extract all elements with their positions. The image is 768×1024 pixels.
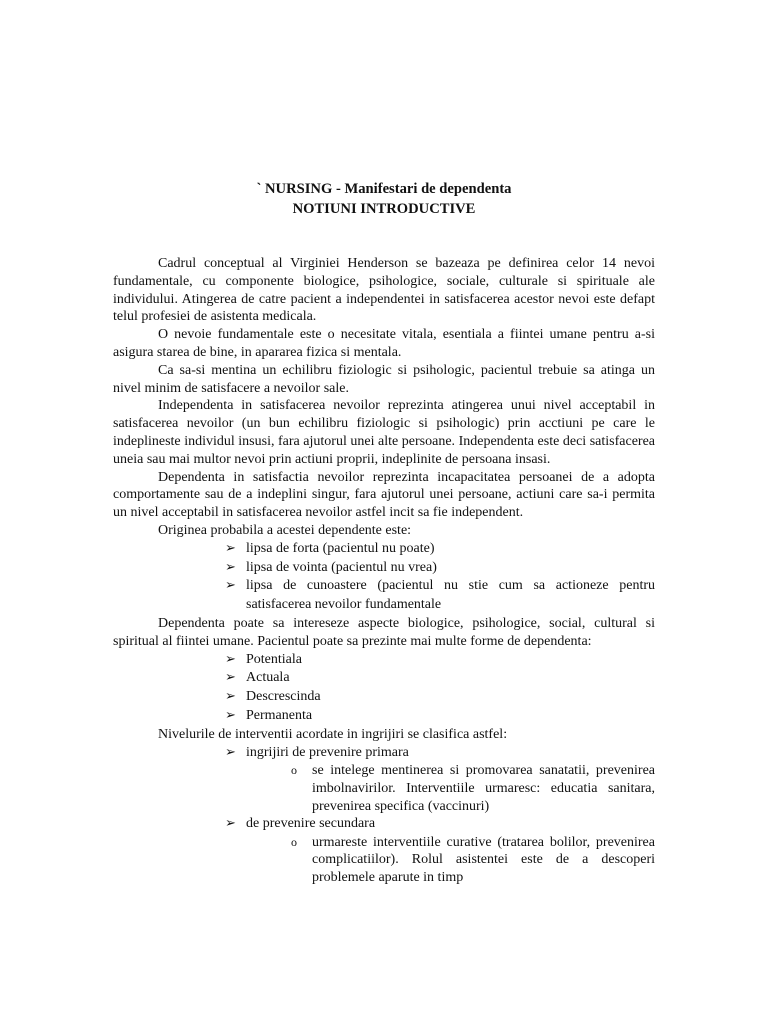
paragraph: Dependenta poate sa intereseze aspecte biologice, psihologice, social, cultural si spiritual al fiintei umane. Pacientul poate sa prezinte mai multe forme de dependenta: <box>113 615 655 649</box>
paragraph: Cadrul conceptual al Virginiei Henderson se bazeaza pe definirea celor 14 nevoi fundamentale, cu componente biologice, psihologice, sociale, culturale si spirituale ale individului. Atingerea de catre pacient a independentei in satisfacerea acestor nevoi este defapt telul profesiei de asistenta medicala. <box>113 256 655 325</box>
arrow-bullet-icon: ➢ <box>225 651 236 667</box>
list-item <box>225 651 655 670</box>
document-subtitle: NOTIUNI INTRODUCTIVE <box>292 201 476 217</box>
list-item <box>225 744 655 816</box>
list-item-text: Descrescinda <box>246 689 321 705</box>
list-item-text: lipsa de vointa (pacientul nu vrea) <box>246 559 437 575</box>
sub-list <box>246 762 655 815</box>
list-item <box>225 577 655 615</box>
document-body <box>113 255 655 887</box>
arrow-bullet-icon: ➢ <box>225 707 236 723</box>
list-item <box>225 707 655 726</box>
list-item-text: Actuala <box>246 670 290 686</box>
circle-bullet-icon: o <box>291 763 297 778</box>
arrow-bullet-icon: ➢ <box>225 816 236 832</box>
list-item <box>225 559 655 578</box>
circle-bullet-icon: o <box>291 834 297 849</box>
paragraph: Ca sa-si mentina un echilibru fiziologic si psihologic, pacientul trebuie sa atinga un nivel minim de satisfacere a nevoilor sale. <box>113 362 655 396</box>
sub-list-item <box>291 762 655 815</box>
origin-list <box>113 540 655 615</box>
paragraph: Nivelurile de interventii acordate in ingrijiri se clasifica astfel: <box>158 726 508 742</box>
arrow-bullet-icon: ➢ <box>225 744 236 760</box>
list-item-text: ingrijiri de prevenire primara <box>246 744 409 760</box>
sub-list-item <box>291 834 655 887</box>
list-item <box>225 540 655 559</box>
intervention-levels-list <box>113 744 655 887</box>
arrow-bullet-icon: ➢ <box>225 540 236 556</box>
sub-list-item-text: urmareste interventiile curative (tratarea bolilor, prevenirea complicatiilor). Rolul asistentei este de a descoperi problemele aparute in timp <box>312 834 655 886</box>
dependence-forms-list <box>113 651 655 726</box>
arrow-bullet-icon: ➢ <box>225 670 236 686</box>
list-item-text: lipsa de forta (pacientul nu poate) <box>246 540 435 556</box>
list-item-text: Potentiala <box>246 651 302 667</box>
paragraph: Independenta in satisfacerea nevoilor reprezinta atingerea unui nivel acceptabil in satisfacerea nevoilor (un bun echilibru fiziologic si psihologic) prin acctiuni pe care le indeplineste individul insusi, fara ajutorul unei alte persoane. Independenta este deci satisfacerea uneia sau mai multor nevoi prin actiuni proprii, indeplinite de persoana insasi. <box>113 398 655 467</box>
list-item-text: Permanenta <box>246 707 313 723</box>
paragraph: Dependenta in satisfactia nevoilor reprezinta incapacitatea persoanei de a adopta comportamente sau de a indeplini singur, fara ajutorul unei persoane, actiuni care sa-i permita un nivel acceptabil in satisfacerea nevoilor astfel incit sa fie independent. <box>113 469 655 521</box>
sub-list-item-text: se intelege mentinerea si promovarea sanatatii, prevenirea imbolnavirilor. Interventiile urmaresc: educatia sanitara, prevenirea specifica (vaccinuri) <box>312 763 655 814</box>
sub-list <box>246 834 655 887</box>
list-item-text: de prevenire secundara <box>246 816 376 832</box>
paragraph: Originea probabila a acestei dependente este: <box>158 522 412 538</box>
list-item <box>225 669 655 688</box>
document-title: ` NURSING - Manifestari de dependenta <box>256 181 512 197</box>
arrow-bullet-icon: ➢ <box>225 559 236 575</box>
arrow-bullet-icon: ➢ <box>225 689 236 705</box>
list-item-text: lipsa de cunoastere (pacientul nu stie cum sa actioneze pentru satisfacerea nevoilor fundamentale <box>246 578 655 613</box>
list-item <box>225 815 655 887</box>
list-item <box>225 688 655 707</box>
paragraph: O nevoie fundamentale este o necesitate vitala, esentiala a fiintei umane pentru a-si asigura starea de bine, in apararea fizica si mentala. <box>113 327 655 360</box>
arrow-bullet-icon: ➢ <box>225 578 236 594</box>
